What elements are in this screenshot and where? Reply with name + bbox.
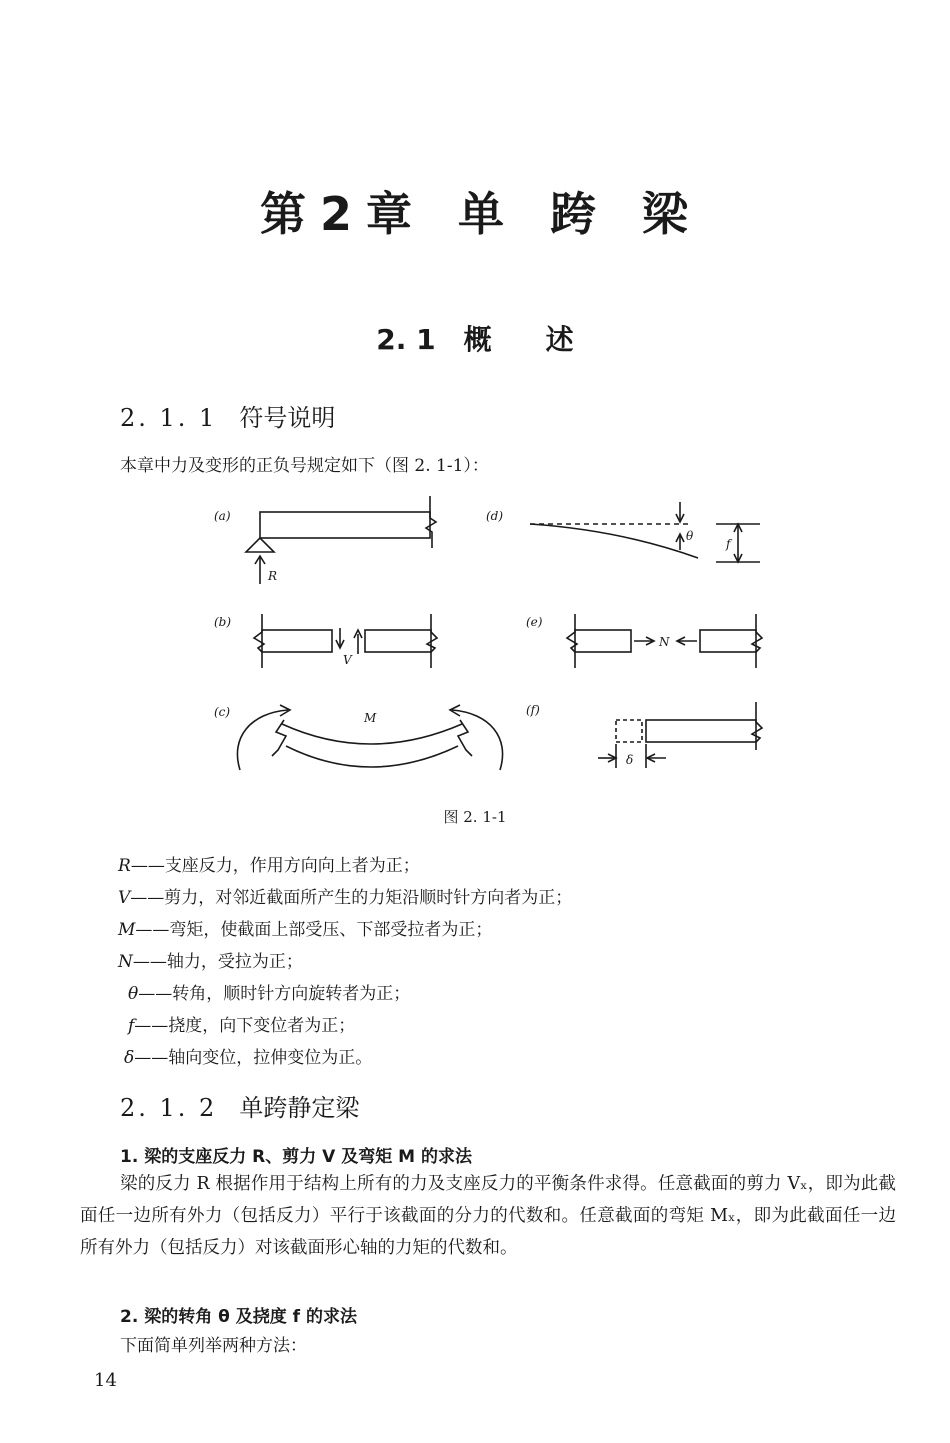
- subsection-title: 单跨静定梁: [239, 1094, 360, 1122]
- beam-c-top: [282, 724, 462, 744]
- beam-c-bottom: [286, 746, 458, 767]
- subsection-heading: [120, 398, 335, 433]
- break-line-a: [426, 496, 436, 548]
- chapter-title-char: 单: [458, 187, 506, 241]
- list-item: f——挠度，向下变位者为正；: [128, 1016, 356, 1036]
- page-number: 14: [94, 1370, 117, 1391]
- symbol-V: V: [343, 653, 352, 667]
- section-title-char: 述: [545, 323, 574, 356]
- symbol-theta: θ: [686, 529, 694, 543]
- chapter-number: 2: [319, 187, 354, 241]
- break-line-e-right: [752, 614, 762, 668]
- label-a: (a): [214, 509, 231, 523]
- displaced-end: [616, 720, 642, 742]
- symbol-delta: δ: [626, 753, 634, 767]
- list-item: V——剪力，对邻近截面所产生的力矩沿顺时针方向者为正；: [118, 888, 573, 908]
- method-heading-2: 2. 梁的转角 θ 及挠度 f 的求法: [120, 1307, 357, 1327]
- body-paragraph-2: 下面简单列举两种方法：: [120, 1336, 307, 1356]
- section-title-char: 概: [463, 323, 492, 356]
- section-number: 2. 1: [376, 323, 436, 356]
- beam-e-left: [575, 630, 631, 652]
- label-d: (d): [486, 509, 504, 523]
- beam-b-left: [262, 630, 332, 652]
- figure-caption: 图 2. 1-1: [443, 808, 507, 826]
- symbol-f: f: [726, 537, 731, 551]
- list-item: N——轴力，受拉为正；: [118, 952, 303, 972]
- beam-b-right: [365, 630, 431, 652]
- beam-a: [260, 512, 430, 538]
- sign-convention-figure: [200, 488, 780, 788]
- chapter-title: [0, 178, 950, 244]
- chapter-word: 章: [366, 187, 414, 241]
- deflected-curve: [530, 524, 698, 558]
- label-b: (b): [214, 615, 232, 629]
- break-line-b-right: [427, 614, 437, 668]
- subsection-number: 2. 1. 1: [120, 404, 218, 432]
- section-title: [0, 318, 950, 358]
- chapter-title-char: 梁: [642, 187, 690, 241]
- symbol-R: R: [268, 569, 278, 583]
- chapter-title-char: 跨: [550, 187, 598, 241]
- beam-e-right: [700, 630, 756, 652]
- list-item: M——弯矩，使截面上部受压、下部受拉者为正；: [118, 920, 493, 940]
- beam-f: [646, 720, 756, 742]
- label-c: (c): [214, 705, 231, 719]
- label-f: (f): [526, 703, 540, 717]
- moment-arrow-left: [237, 710, 288, 770]
- subsection-number: 2. 1. 2: [120, 1094, 218, 1122]
- chapter-prefix: 第: [259, 187, 308, 241]
- body-paragraph-1: 梁的反力 R 根据作用于结构上所有的力及支座反力的平衡条件求得。任意截面的剪力 Vₓ，即为此截面任一边所有外力（包括反力）平行于该截面的分力的代数和。任意截面的弯矩 Mₓ，即为此截面任一边所有外力（包括反力）对该截面形心轴的力矩的代数和。: [80, 1174, 896, 1258]
- subsection-heading: [120, 1088, 359, 1123]
- list-item: δ——轴向变位，拉伸变位为正。: [124, 1048, 373, 1068]
- label-e: (e): [526, 615, 543, 629]
- method-heading-1: 1. 梁的支座反力 R、剪力 V 及弯矩 M 的求法: [120, 1147, 472, 1167]
- subsection-title: 符号说明: [239, 404, 336, 432]
- symbol-M: M: [364, 711, 377, 725]
- list-item: θ——转角，顺时针方向旋转者为正；: [128, 984, 411, 1004]
- symbol-N: N: [659, 635, 670, 649]
- intro-line: 本章中力及变形的正负号规定如下（图 2. 1-1）：: [120, 456, 489, 476]
- support-triangle: [246, 538, 274, 552]
- symbol-definition-list: [118, 850, 572, 1074]
- list-item: R——支座反力，作用方向向上者为正；: [118, 856, 420, 876]
